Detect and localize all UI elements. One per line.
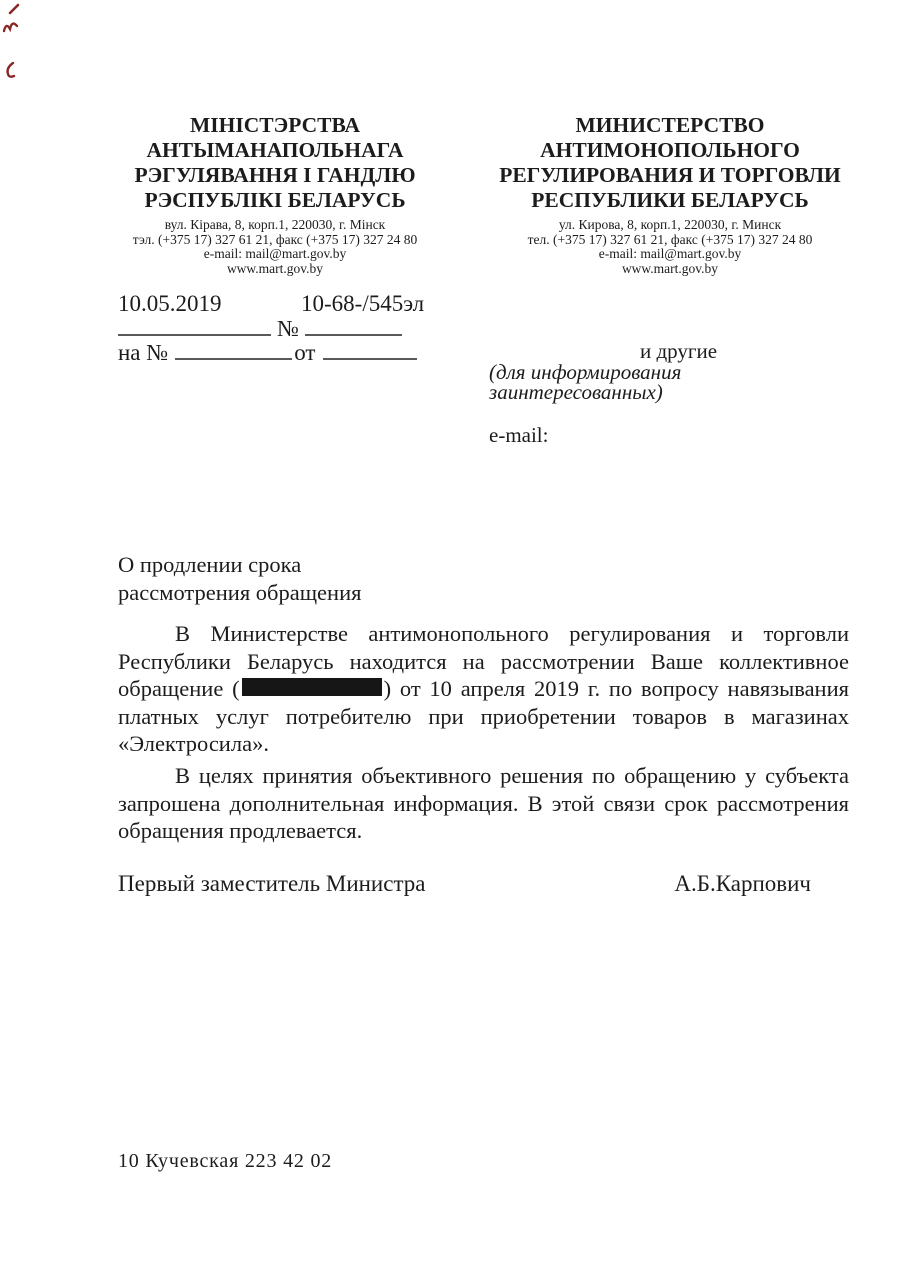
subject-block — [118, 551, 361, 607]
ministry-address-by — [95, 218, 455, 276]
body-paragraph-2: В целях принятия объективного решения по обращению у субъекта запрошена дополнительная информация. В этой связи срок рассмотрения обращения продлевается. — [118, 762, 849, 844]
ot-label: от — [294, 340, 316, 365]
address-line: www.mart.gov.by — [226, 260, 324, 276]
address-line: e-mail: mail@mart.gov.by — [203, 246, 347, 261]
title-line: РЭГУЛЯВАННЯ І ГАНДЛЮ — [134, 163, 416, 187]
subject-line: рассмотрения обращения — [118, 580, 362, 605]
address-line: e-mail: mail@mart.gov.by — [598, 246, 742, 261]
numero-sign: № — [277, 316, 299, 341]
pen-mark-icon — [8, 63, 14, 77]
signer-position: Первый заместитель Министра — [118, 871, 426, 896]
reference-block — [118, 291, 448, 365]
title-line: РЕГУЛИРОВАНИЯ И ТОРГОВЛИ — [499, 163, 841, 187]
letterhead-russian — [478, 113, 862, 276]
pen-marks-icon — [0, 0, 40, 90]
na-no-label: на № — [118, 340, 169, 365]
signature-row — [118, 871, 849, 897]
executor-note: 10 Кучевская 223 42 02 — [118, 1150, 333, 1172]
signer-name: А.Б.Карпович — [674, 871, 811, 896]
paragraph-text: ) от 10 апреля 2019 г. по вопросу навязывания платных услуг потребителю при приобретении товаров в магазинах «Электросила». — [118, 676, 849, 757]
letter-body — [118, 620, 849, 845]
address-line: www.mart.gov.by — [621, 260, 719, 276]
body-paragraph-1 — [118, 620, 849, 758]
address-line: тэл. (+375 17) 327 61 21, факс (+375 17) 327 24 80 — [132, 231, 418, 247]
blank-underline — [118, 333, 271, 336]
address-line: ул. Кирова, 8, корп.1, 220030, г. Минск — [558, 217, 782, 232]
pen-mark-icon — [4, 24, 17, 31]
blank-underline — [323, 357, 417, 360]
email-label: e-mail: — [489, 422, 549, 447]
ministry-title-by — [95, 113, 455, 213]
document-date: 10.05.2019 — [118, 291, 222, 316]
ministry-address-ru — [478, 218, 862, 276]
blank-underline — [305, 333, 402, 336]
ministry-title-ru — [478, 113, 862, 213]
address-line: тел. (+375 17) 327 61 21, факс (+375 17) 327 24 80 — [527, 231, 813, 247]
reference-row-date — [118, 291, 448, 317]
title-line: МІНІСТЭРСТВА — [190, 113, 360, 137]
paragraph-text: В Министерстве антимонопольного регулирования и торговли Республики Беларусь находится на рассмотрении Ваше коллективное обращение ( — [118, 621, 849, 702]
recipient-note-line1: (для информирования — [489, 359, 682, 384]
recipient-block — [489, 341, 739, 445]
letterhead-belarusian — [95, 113, 455, 276]
blank-underline — [175, 357, 292, 360]
title-line: АНТИМОНОПОЛЬНОГО — [540, 138, 800, 162]
pen-mark-icon — [10, 5, 18, 13]
title-line: АНТЫМАНАПОЛЬНАГА — [146, 138, 404, 162]
address-line: вул. Кірава, 8, корп.1, 220030, г. Мінск — [164, 217, 386, 232]
title-line: РЕСПУБЛИКИ БЕЛАРУСЬ — [531, 188, 809, 212]
title-line: МИНИСТЕРСТВО — [575, 113, 765, 137]
subject-line: О продлении срока — [118, 552, 302, 577]
title-line: РЭСПУБЛІКІ БЕЛАРУСЬ — [144, 188, 406, 212]
recipient-note-line2: заинтересованных) — [489, 380, 663, 404]
reference-row-numero — [118, 316, 402, 341]
reference-row-incoming — [118, 340, 417, 365]
document-number: 10-68-/545эл — [301, 291, 425, 316]
recipient-others: и другие — [640, 339, 718, 363]
redaction-bar — [242, 678, 382, 696]
